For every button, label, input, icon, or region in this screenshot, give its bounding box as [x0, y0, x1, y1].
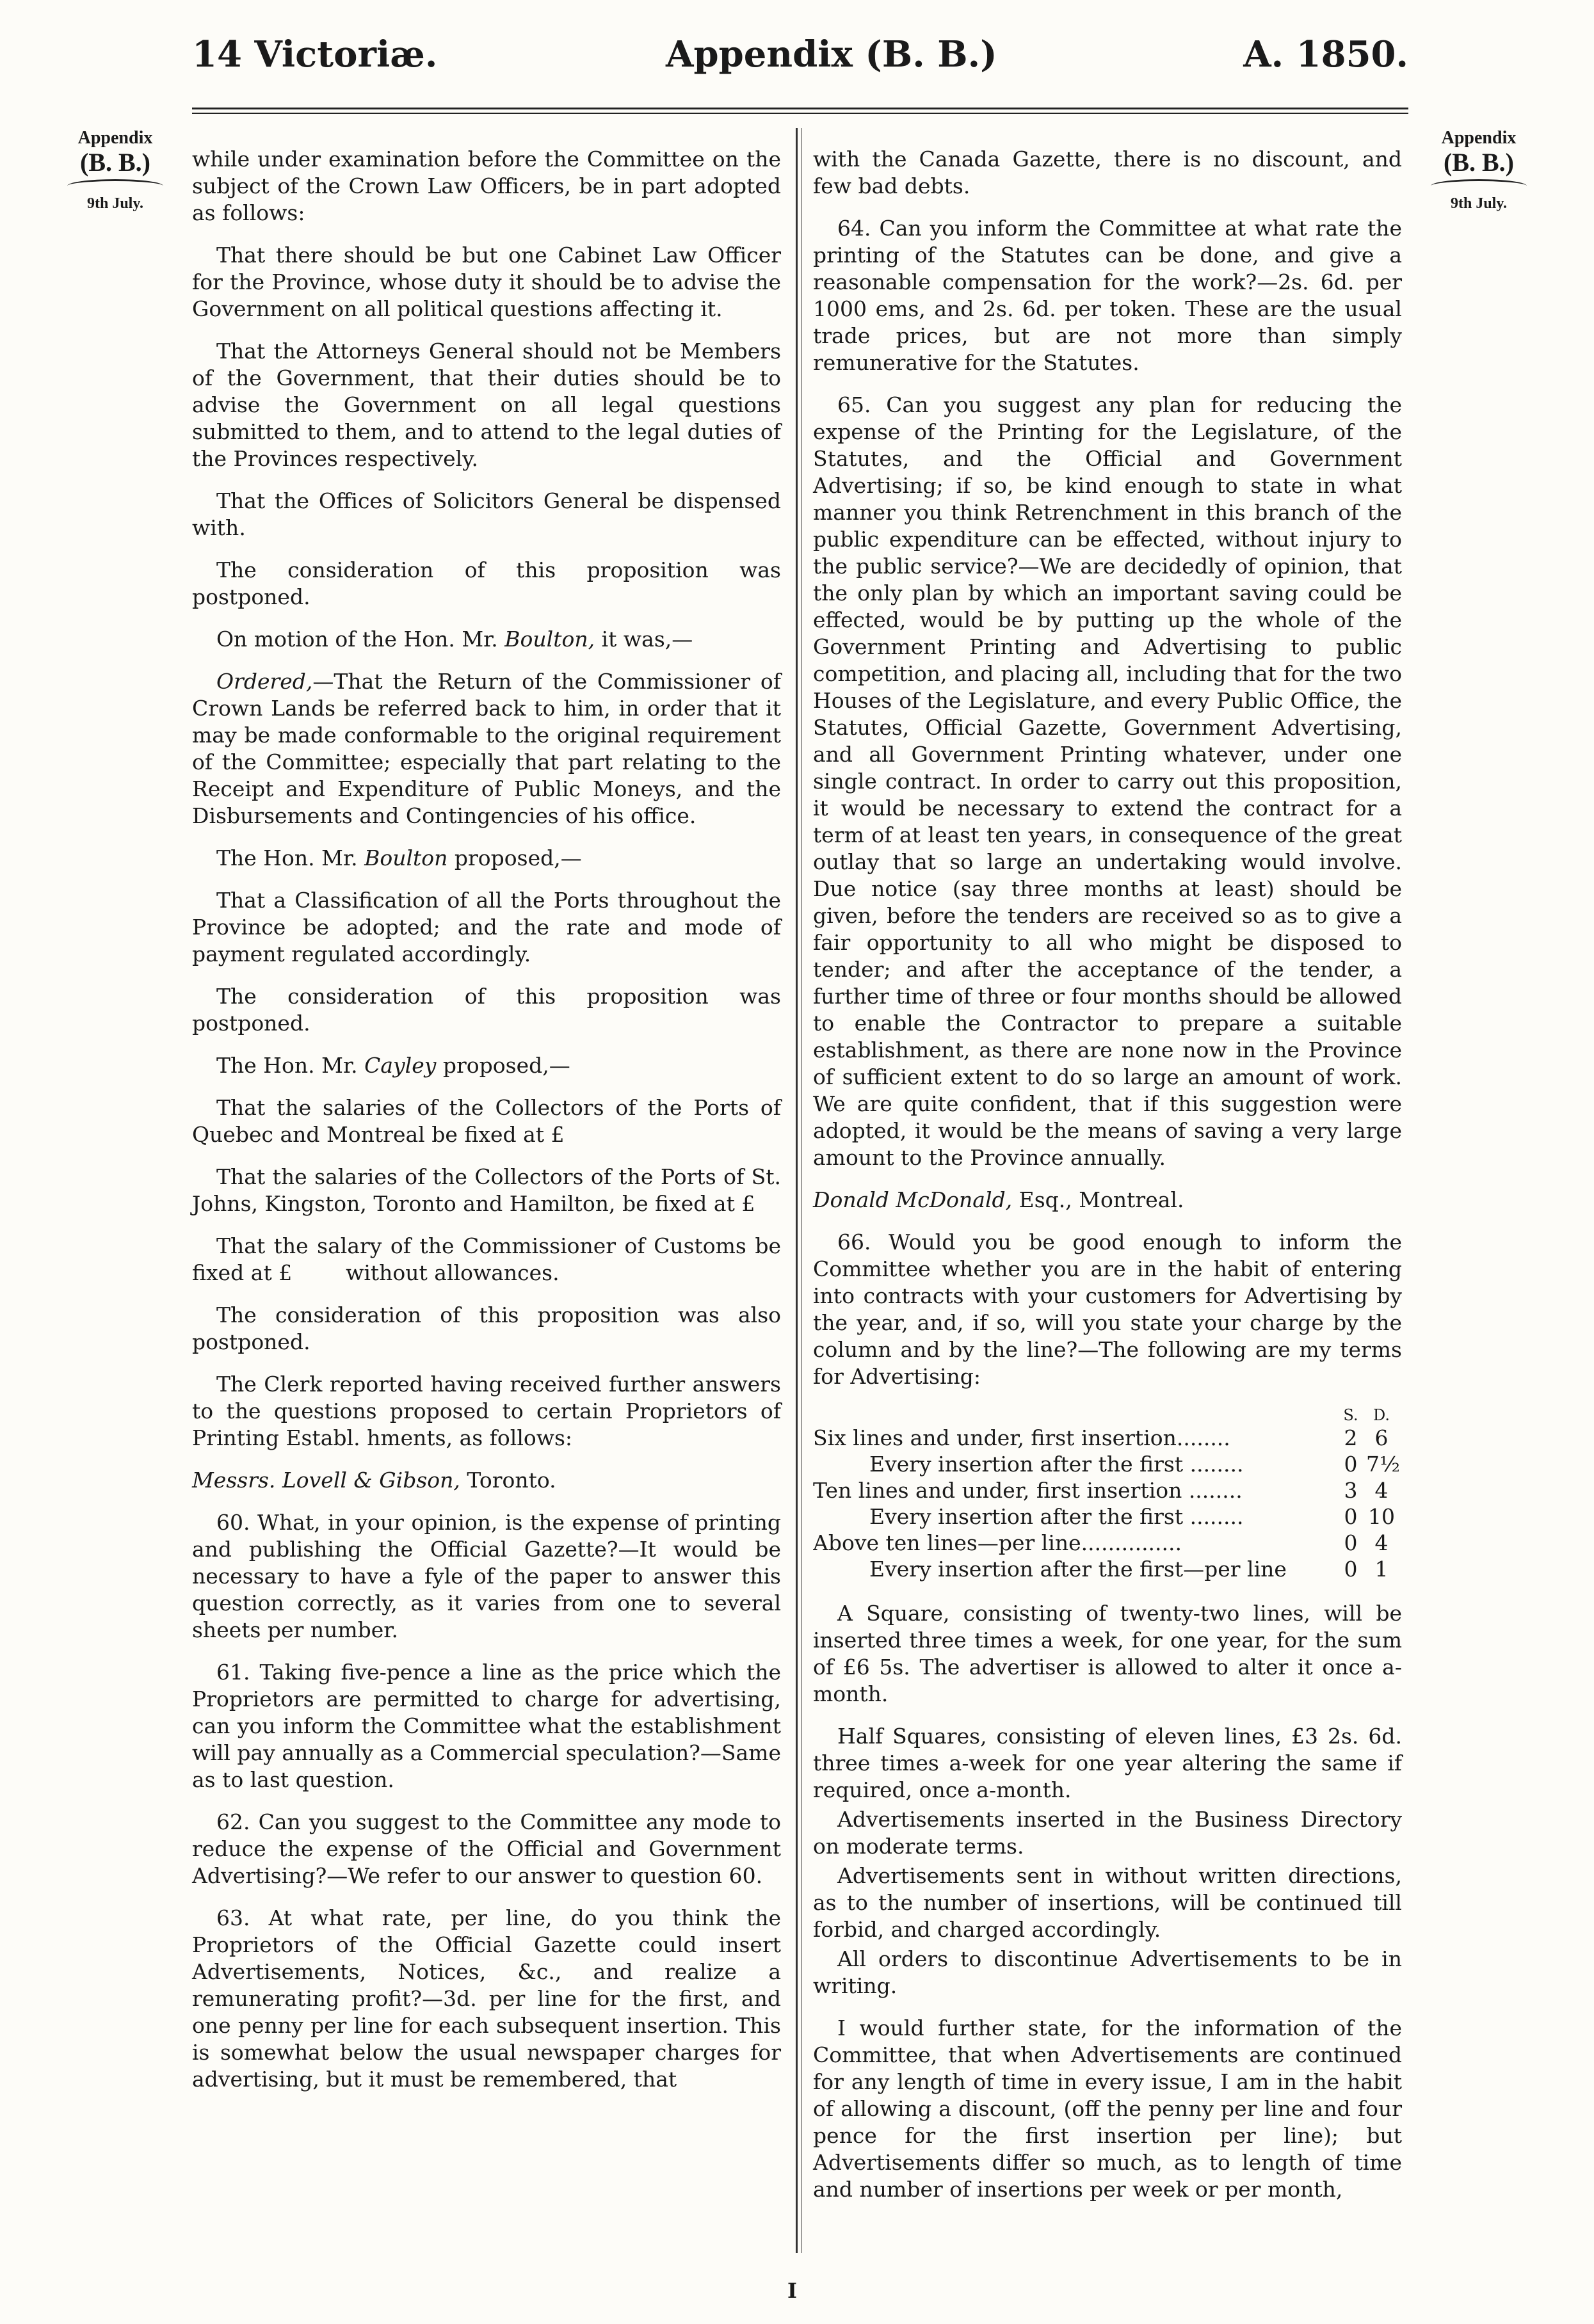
terms-row: [813, 1556, 1402, 1582]
paragraph: Advertisements sent in without written directions, as to the number of insertions, will be continued till forbid, and charged accordingly.: [813, 1863, 1402, 1942]
header-rule-thin: [192, 113, 1408, 114]
terms-header: [813, 1406, 1402, 1425]
page-header: [192, 33, 1408, 84]
motion-line: [192, 626, 781, 653]
proposal-suffix: proposed,—: [454, 845, 582, 870]
paragraph: The Clerk reported having received further answers to the questions proposed to certain Proprietors of Printing Establ. hments, as follows:: [192, 1372, 781, 1450]
terms-label: Every insertion after the first—per line: [869, 1557, 1287, 1582]
terms-pence: 10: [1368, 1504, 1395, 1529]
paragraph: with the Canada Gazette, there is no discount, and few bad debts.: [813, 147, 1402, 198]
member-name: Boulton: [364, 845, 448, 870]
proposal-prefix: The Hon. Mr.: [216, 1053, 358, 1078]
column-right: [813, 146, 1402, 2218]
terms-shillings: 0: [1344, 1530, 1358, 1555]
header-rule: [192, 108, 1408, 109]
terms-pence: 4: [1374, 1478, 1389, 1503]
paragraph: 66. Would you be good enough to inform the Committee whether you are in the habit of entering into contracts with your customers for Advertising by the year, and, if so, will you state your charge by the column and by the line?—The following are my terms for Advertising:: [813, 1230, 1402, 1389]
witness-name: Donald McDonald,: [813, 1187, 1013, 1212]
shillings-header: S.: [1343, 1406, 1358, 1424]
witness-heading: [813, 1187, 1402, 1214]
terms-shillings: 0: [1344, 1452, 1358, 1477]
margin-date: 9th July.: [86, 195, 144, 212]
witness-place: Esq., Montreal.: [1018, 1187, 1184, 1212]
paragraph: That a Classification of all the Ports throughout the Province be adopted; and the rate and mode of payment regulated accordingly.: [192, 888, 781, 966]
terms-pence: 6: [1374, 1425, 1389, 1450]
member-name: Cayley: [364, 1053, 437, 1078]
header-session: 14 Victoriæ.: [192, 33, 438, 76]
proposal-line: [192, 1052, 781, 1079]
paragraph: Half Squares, consisting of eleven lines, £3 2s. 6d. three times a-week for one year altering the same if required, once a-month.: [813, 1724, 1402, 1802]
paragraph: The consideration of this proposition was postponed.: [192, 984, 781, 1036]
terms-shillings: 0: [1344, 1557, 1358, 1582]
paragraph: All orders to discontinue Advertisements to be in writing.: [813, 1946, 1402, 1998]
paragraph: That there should be but one Cabinet Law Officer for the Province, whose duty it should be to advise the Government on all political questions affecting it.: [192, 243, 781, 321]
margin-code: (B. B.): [1444, 148, 1514, 177]
terms-row: [813, 1425, 1402, 1451]
header-year: A. 1850.: [1243, 33, 1408, 76]
terms-pence: 4: [1374, 1530, 1389, 1555]
margin-date: 9th July.: [1450, 195, 1508, 212]
margin-title: Appendix: [77, 128, 153, 148]
terms-label: Above ten lines—per line...............: [813, 1530, 1182, 1555]
witness-place: Toronto.: [467, 1468, 556, 1493]
paragraph: A Square, consisting of twenty-two lines, will be inserted three times a week, for one year, for the sum of £6 5s. The advertiser is allowed to alter it once a-month.: [813, 1601, 1402, 1706]
motion-prefix: On motion of the Hon. Mr.: [216, 627, 498, 652]
terms-pence: 7½: [1366, 1452, 1400, 1477]
paragraph: That the salaries of the Collectors of the Ports of St. Johns, Kingston, Toronto and Hamilton, be fixed at £: [192, 1164, 781, 1216]
advertising-terms-table: [813, 1406, 1402, 1582]
paragraph: 65. Can you suggest any plan for reducing the expense of the Printing for the Legislature, of the Statutes, and the Official and Government Advertising; if so, be kind enough to state in what manner you think Retrenchment in this branch of the public expenditure can be effected, without injury to the public service?—We are decidedly of opinion, that the only plan by which an important saving could be effected, would be by putting up the whole of the Government Printing and Advertising to public competition, and placing all, including that for the two Houses of the Legislature, and every Public Office, the Statutes, Official Gazette, Government Advertising, and all Government Printing whatever, under one single contract. In order to carry out this proposition, it would be necessary to extend the contract for a term of at least ten years, in consequence of the great outlay that so large an undertaking would involve. Due notice (say three months at least) should be given, before the tenders are received so as to give a fair opportunity to all who might be disposed to tender; and after the acceptance of the tender, a further time of three or four months should be allowed to enable the Contractor to prepare a suitable establishment, as there are none now in the Province of sufficient extent to do so large an amount of work. We are quite confident, that if this suggestion were adopted, it would be the means of saving a very large amount to the Province annually.: [813, 392, 1402, 1170]
paragraph: Advertisements inserted in the Business Directory on moderate terms.: [813, 1807, 1402, 1859]
header-appendix: Appendix (B. B.): [666, 33, 997, 76]
margin-title: Appendix: [1441, 128, 1517, 148]
terms-label: Six lines and under, first insertion........: [813, 1425, 1230, 1450]
paragraph: That the salaries of the Collectors of the Ports of Quebec and Montreal be fixed at £: [192, 1095, 781, 1147]
paragraph: while under examination before the Committee on the subject of the Crown Law Officers, be in part adopted as follows:: [192, 147, 781, 225]
paragraph: I would further state, for the information of the Committee, that when Advertisements are continued for any length of time in every issue, I am in the habit of allowing a discount, (off the penny per line and four pence for the first insertion per line); but Advertisements differ so much, as to length of time and number of insertions per week or per month,: [813, 2015, 1402, 2202]
paragraph: 60. What, in your opinion, is the expense of printing and publishing the Official Gazette?—It would be necessary to have a fyle of the paper to answer this question correctly, as it varies from one to several sheets per number.: [192, 1510, 781, 1642]
margin-brace: [67, 179, 163, 193]
column-left: [192, 146, 788, 2108]
margin-brace: [1431, 179, 1527, 193]
margin-note-left: [61, 128, 170, 212]
pence-header: D.: [1373, 1406, 1390, 1424]
margin-note-right: [1424, 128, 1533, 212]
terms-label: Ten lines and under, first insertion ........: [813, 1478, 1243, 1503]
terms-row: [813, 1530, 1402, 1556]
member-name: Boulton,: [504, 627, 595, 652]
terms-shillings: 0: [1344, 1504, 1358, 1529]
terms-row: [813, 1503, 1402, 1530]
paragraph: That the salary of the Commissioner of Customs be fixed at £ without allowances.: [192, 1233, 788, 1285]
proposal-suffix: proposed,—: [442, 1053, 570, 1078]
ordered-lead: Ordered,: [216, 669, 313, 694]
terms-label: Every insertion after the first ........: [869, 1504, 1244, 1529]
paragraph: That the Offices of Solicitors General be dispensed with.: [192, 488, 781, 540]
paragraph: 64. Can you inform the Committee at what rate the printing of the Statutes can be done, and give a reasonable compensation for the work?—2s. 6d. per 1000 ems, and 2s. 6d. per token. These are the usual trade prices, but are not more than simply remunerative for the Statutes.: [813, 216, 1402, 375]
terms-row: [813, 1451, 1402, 1477]
paragraph: [192, 668, 781, 829]
motion-suffix: it was,—: [601, 627, 693, 652]
witness-heading: [192, 1467, 781, 1494]
terms-row: [813, 1477, 1402, 1503]
page-number: I: [787, 2279, 797, 2303]
paragraph: 61. Taking five-pence a line as the price which the Proprietors are permitted to charge for advertising, can you inform the Committee what the establishment will pay annually as a Commercial speculation?—Same as to last question.: [192, 1660, 781, 1792]
paragraph: That the Attorneys General should not be Members of the Government, that their duties should be to advise the Government on all legal questions submitted to them, and to attend to the legal duties of the Provinces respectively.: [192, 339, 781, 471]
paragraph: 62. Can you suggest to the Committee any mode to reduce the expense of the Official and Government Advertising?—We refer to our answer to question 60.: [192, 1809, 781, 1888]
paragraph: The consideration of this proposition was also postponed.: [192, 1302, 781, 1354]
margin-code: (B. B.): [80, 148, 150, 177]
terms-shillings: 3: [1344, 1478, 1358, 1503]
paragraph: 63. At what rate, per line, do you think the Proprietors of the Official Gazette could insert Advertisements, Notices, &c., and realize a remunerating profit?—3d. per line for the first, and one penny per line for each subsequent insertion. This is somewhat below the usual newspaper charges for advertising, but it must be remembered, that: [192, 1905, 781, 2092]
witness-name: Messrs. Lovell & Gibson,: [192, 1468, 460, 1493]
ordered-text: —That the Return of the Commissioner of Crown Lands be referred back to him, in order that it may be made conformable to the original requirement of the Committee; especially that part relating to the Receipt and Expenditure of Public Moneys, and the Disbursements and Contingencies of his office.: [192, 669, 781, 828]
proposal-line: [192, 845, 781, 872]
column-divider: [796, 128, 798, 2253]
terms-shillings: 2: [1344, 1425, 1358, 1450]
paragraph: The consideration of this proposition was postponed.: [192, 557, 781, 609]
proposal-prefix: The Hon. Mr.: [216, 845, 358, 870]
terms-label: Every insertion after the first ........: [869, 1452, 1244, 1477]
terms-pence: 1: [1374, 1557, 1389, 1582]
